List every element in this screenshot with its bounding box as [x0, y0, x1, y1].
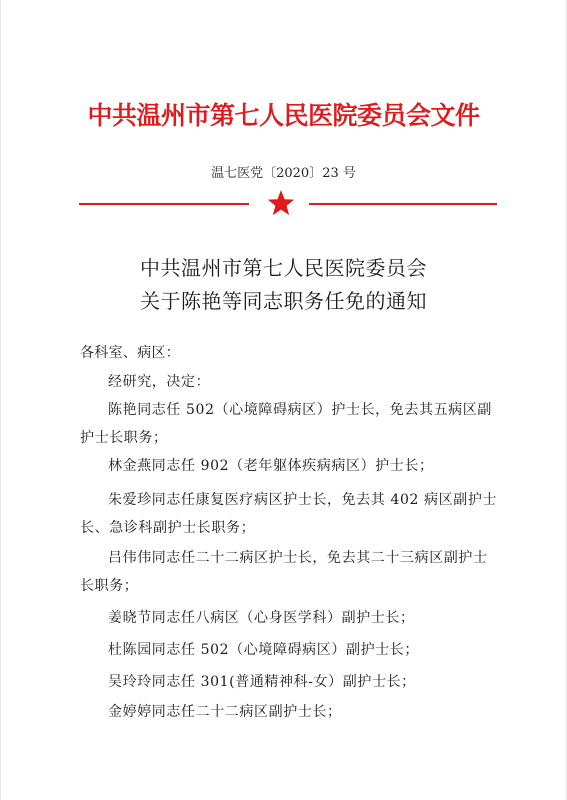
paragraph: 姜晓节同志任八病区（心身医学科）副护士长；: [108, 610, 415, 626]
paragraph: 经研究，决定：: [108, 374, 211, 390]
red-star-icon: [266, 188, 296, 218]
salutation: 各科室、病区：: [80, 345, 181, 361]
paragraph: 陈艳同志任 502（心境障碍病区）护士长，免去其五病区副护士长职务；: [80, 402, 492, 446]
paragraph: 金婷婷同志任二十二病区副护士长；: [108, 704, 342, 720]
notice-title-line2: 关于陈艳等同志职务任免的通知: [140, 289, 427, 313]
notice-title-line1: 中共温州市第七人民医院委员会: [140, 256, 427, 280]
separator-line-right: [309, 203, 497, 205]
separator-line-left: [79, 203, 249, 205]
paragraph: 林金燕同志任 902（老年躯体疾病病区）护士长；: [108, 458, 434, 474]
document-header-title: 中共温州市第七人民医院委员会文件: [87, 101, 480, 130]
paragraph: 杜陈园同志任 502（心境障碍病区）副护士长；: [108, 642, 419, 658]
paragraph: 吴玲玲同志任 301(普通精神科-女）副护士长；: [108, 674, 416, 690]
paragraph: 朱爱珍同志任康复医疗病区护士长，免去其 402 病区副护士长、急诊科副护士长职务；: [80, 492, 498, 536]
header-separator: [79, 194, 497, 214]
paragraph: 吕伟伟同志任二十二病区护士长，免去其二十三病区副护士长职务；: [80, 550, 488, 594]
document-number: 温七医党〔2020〕23 号: [211, 166, 356, 181]
